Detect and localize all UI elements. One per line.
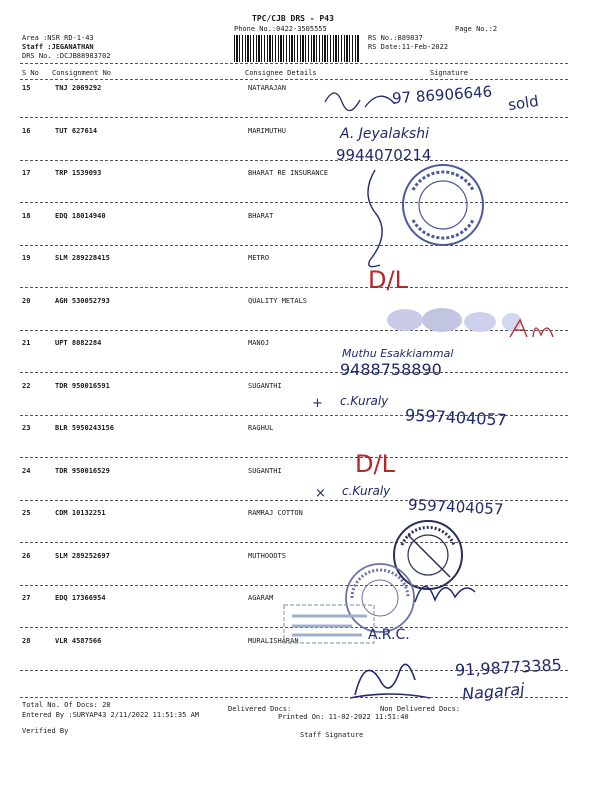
non-delivered-docs: Non Delivered Docs:	[380, 705, 461, 713]
handwritten-phone: 91,98773385	[454, 655, 563, 680]
col-header-consignee: Consignee Details	[245, 69, 317, 77]
handwritten-name: c.Kuraly	[342, 484, 391, 498]
signature-scribble	[355, 165, 395, 275]
barcode	[234, 35, 360, 62]
staff-signature: Staff Signature	[300, 731, 364, 739]
row-divider	[20, 585, 568, 586]
drs-number: DRS No. :DCJB88983702	[22, 52, 111, 60]
row-sno: 19	[22, 254, 31, 262]
area-code: Area :NSR RD-1-43	[22, 34, 94, 42]
handwritten-name: Nagaraj	[461, 679, 526, 704]
handwritten-phone: 9944070214	[336, 146, 432, 164]
handwritten-dl-mark: D/L	[355, 450, 395, 478]
row-divider	[20, 160, 568, 161]
row-consignment-number: EDQ 18014940	[55, 212, 106, 220]
row-consignment-number: SLM 289252697	[55, 552, 110, 560]
row-consignment-number: TRP 1539093	[55, 169, 102, 177]
divider	[20, 63, 568, 64]
row-sno: 16	[22, 127, 31, 135]
row-consignee-name: RAMRAJ COTTON	[248, 509, 303, 517]
row-consignee-name: NATARAJAN	[248, 84, 286, 92]
handwritten-phone: 9597404057	[407, 495, 504, 519]
handwritten-name: c.Kuraly	[340, 394, 389, 408]
row-consignee-name: AGARAM	[248, 594, 274, 602]
handwritten-name: Muthu Esakkiammal	[342, 347, 454, 360]
row-consignee-name: BHARAT	[248, 212, 274, 220]
row-consignment-number: UPT 8082284	[55, 339, 102, 347]
row-divider	[20, 627, 568, 628]
row-consignment-number: TDR 950016591	[55, 382, 110, 390]
col-header-consignment: Consignment No	[52, 69, 112, 77]
row-consignee-name: MARIMUTHU	[248, 127, 286, 135]
row-consignee-name: MANOJ	[248, 339, 270, 347]
row-consignment-number: TNJ 2069292	[55, 84, 102, 92]
handwritten-mark: ×	[315, 486, 326, 501]
rs-number: RS No.:889837	[368, 34, 423, 42]
row-divider	[20, 372, 568, 373]
rs-date: RS Date:11-Feb-2022	[368, 43, 449, 51]
handwritten-note: sold	[506, 91, 540, 115]
handwritten-phone: 9488758890	[340, 360, 442, 379]
page-number: Page No.:2	[455, 25, 498, 33]
row-consignment-number: BLR 5950243156	[55, 424, 115, 432]
signature-scribble	[410, 572, 480, 612]
row-consignment-number: AGH 530052793	[55, 297, 110, 305]
doc-title: TPC/CJB DRS - P43	[252, 14, 334, 23]
row-sno: 22	[22, 382, 31, 390]
total-docs: Total No. Of Docs: 28	[22, 701, 111, 709]
col-header-signature: Signature	[430, 69, 468, 77]
divider	[20, 697, 568, 698]
row-sno: 24	[22, 467, 31, 475]
row-sno: 25	[22, 509, 31, 517]
row-sno: 21	[22, 339, 31, 347]
row-consignment-number: CDM 10132251	[55, 509, 106, 517]
row-sno: 18	[22, 212, 31, 220]
row-sno: 27	[22, 594, 31, 602]
row-consignee-name: METRO	[248, 254, 270, 262]
row-consignee-name: MUTHOOOTS	[248, 552, 286, 560]
row-divider	[20, 457, 568, 458]
row-sno: 20	[22, 297, 31, 305]
row-consignment-number: SLM 289228415	[55, 254, 110, 262]
row-sno: 23	[22, 424, 31, 432]
row-consignment-number: TUT 627614	[55, 127, 98, 135]
handwritten-name: A. Jeyalakshi	[340, 126, 429, 142]
handwritten-mark: +	[312, 396, 323, 411]
row-divider	[20, 287, 568, 288]
divider	[20, 79, 568, 80]
entered-by: Entered By :SURYAP43 2/11/2022 11:51:35 AM	[22, 711, 200, 719]
row-consignee-name: SUGANTHI	[248, 382, 282, 390]
row-consignee-name: BHARAT RE INSURANCE	[248, 169, 329, 177]
printed-on: Printed On: 11-02-2022 11:51:40	[278, 713, 409, 721]
handwritten-dl-mark: D/L	[368, 266, 408, 294]
row-sno: 15	[22, 84, 31, 92]
row-consignee-name: QUALITY METALS	[248, 297, 308, 305]
delivered-docs: Delivered Docs:	[228, 705, 292, 713]
company-seal-stamp	[388, 515, 468, 595]
staff-name: Staff :JEGANATHAN	[22, 43, 94, 51]
row-consignee-name: MURALISHARAN	[248, 637, 299, 645]
row-sno: 26	[22, 552, 31, 560]
verified-by: Verified By	[22, 727, 69, 735]
row-divider	[20, 542, 568, 543]
row-sno: 28	[22, 637, 31, 645]
row-divider	[20, 330, 568, 331]
handwritten-phone: 97 86906646	[391, 82, 493, 108]
col-header-sno: S No	[22, 69, 39, 77]
row-divider	[20, 202, 568, 203]
row-consignee-name: RAGHUL	[248, 424, 274, 432]
handwritten-phone: 9597404057	[404, 405, 508, 430]
row-consignment-number: TDR 950016529	[55, 467, 110, 475]
row-consignee-name: SUGANTHI	[248, 467, 282, 475]
company-seal-stamp	[398, 160, 488, 250]
row-consignment-number: VLR 4587566	[55, 637, 102, 645]
row-divider	[20, 245, 568, 246]
handwritten-note: A.R.C.	[368, 627, 410, 643]
row-sno: 17	[22, 169, 31, 177]
branch-seal-stamp	[340, 558, 420, 638]
phone-number: Phone No.:0422-3505555	[234, 25, 327, 33]
row-consignment-number: EDQ 17366954	[55, 594, 106, 602]
row-divider	[20, 117, 568, 118]
blurred-signature	[380, 300, 530, 340]
